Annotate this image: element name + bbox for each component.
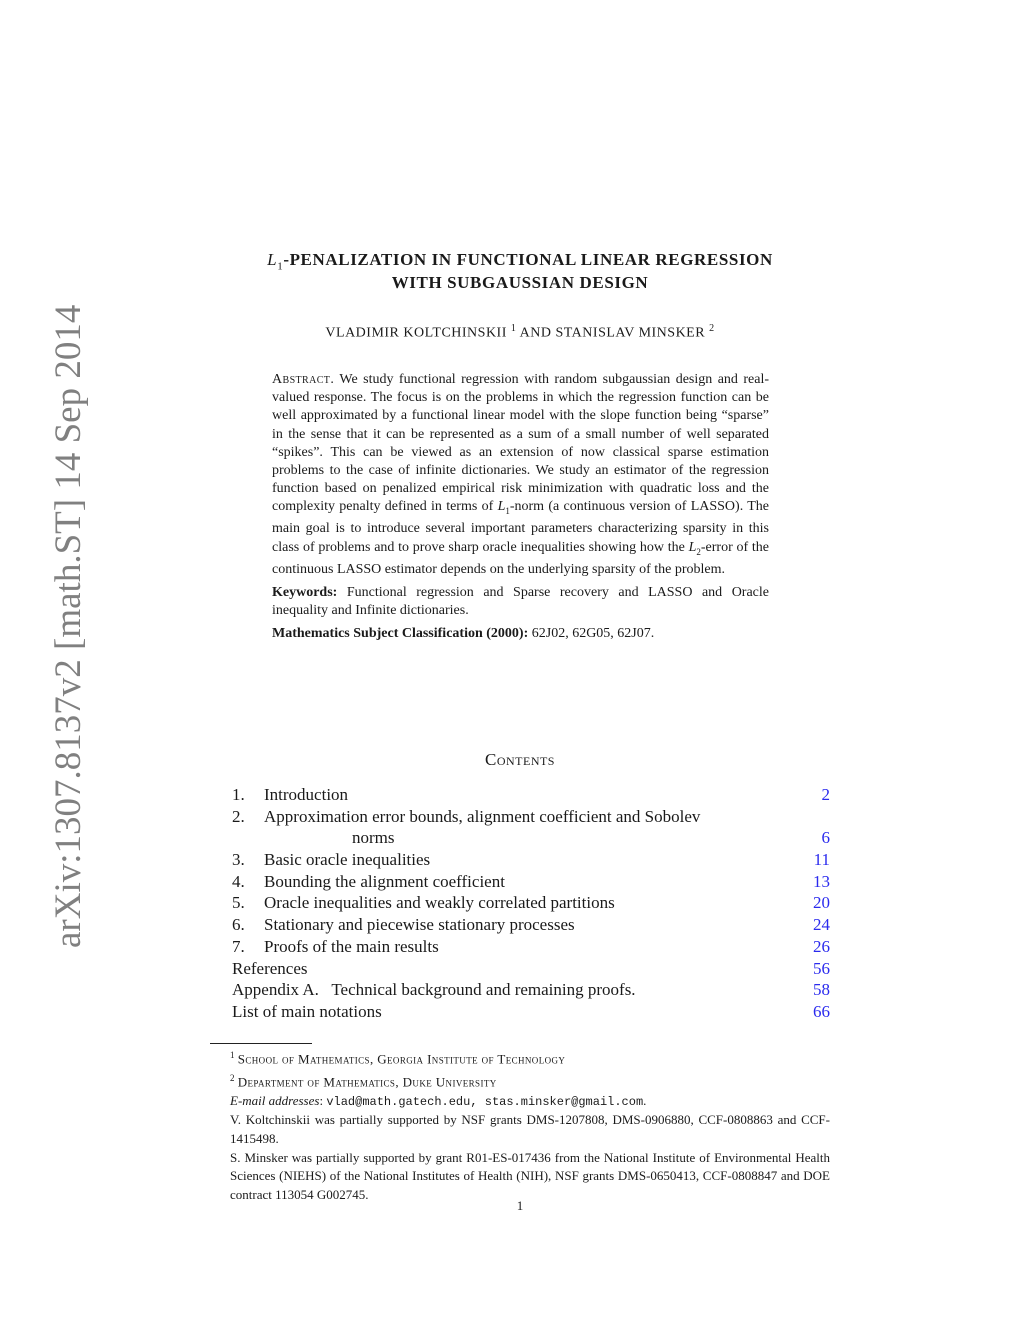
toc-page-link[interactable]: 24 xyxy=(813,915,830,935)
paper-title-line-2: WITH SUBGAUSSIAN DESIGN xyxy=(391,273,649,292)
page-number: 1 xyxy=(516,1198,524,1213)
toc-entry[interactable] xyxy=(232,849,830,871)
author-1: VLADIMIR KOLTCHINSKII xyxy=(325,325,507,341)
keywords-text: Functional regression and Sparse recovery and LASSO and Oracle inequality and Infinite dictionaries. xyxy=(272,584,769,619)
email-addresses[interactable]: vlad@math.gatech.edu, stas.minsker@gmail.com xyxy=(326,1094,644,1109)
abstract-math-l1-sub: 1 xyxy=(505,506,510,517)
grant-note-2: S. Minsker was partially supported by grant R01-ES-017436 from the National Institute of Environmental Health Sciences (NIEHS) of the National Institutes of Health (NIH), NSF grants DMS-0650413, CCF-0808847 and DOE contract 113054 G002745. xyxy=(230,1149,830,1202)
footnote-1-mark: 1 xyxy=(230,1050,235,1060)
toc-entry-continuation[interactable] xyxy=(232,827,830,849)
toc-entry[interactable] xyxy=(232,892,830,914)
author-and: AND xyxy=(519,325,552,341)
toc-number: 1. xyxy=(232,785,245,804)
abstract-text-1: We study functional regression with random subgaussian design and real-valued response. The focus is on the problems in which the regression function can be well approximated by a functional linear model with the slope function being “sparse” in the sense that it can be represented as a sum of a small number of well separated “spikes”. This can be viewed as an extension of now classical sparse estimation problems to the case of infinite dictionaries. We study an estimator of the regression function based on penalized empirical risk minimization with quadratic loss and the complexity penalty defined in terms of xyxy=(272,372,769,515)
toc-title: List of main notations xyxy=(232,1001,382,1021)
toc-number: 2. xyxy=(232,806,245,826)
toc-entry[interactable] xyxy=(232,1001,830,1023)
abstract-label: Abstract. xyxy=(272,372,335,387)
toc-number: 6. xyxy=(232,915,245,935)
toc-number: 7. xyxy=(232,936,245,956)
footnote-1-text: School of Mathematics, Georgia Institute of Technology xyxy=(237,1051,566,1067)
email-label: E-mail addresses xyxy=(230,1092,320,1108)
toc-title-continuation: norms xyxy=(352,828,395,848)
grant-note-1: V. Koltchinskii was partially supported by NSF grants DMS-1207808, DMS-0906880, CCF-0808863 and CCF-1415498. xyxy=(230,1112,830,1147)
toc-title: Appendix A. Technical background and remaining proofs. xyxy=(232,980,636,1000)
toc-entry[interactable] xyxy=(232,871,830,893)
toc-entry[interactable] xyxy=(232,936,830,958)
toc-title: Oracle inequalities and weakly correlated partitions xyxy=(264,893,615,913)
footnote-2-mark: 2 xyxy=(230,1072,235,1083)
toc-page-link[interactable]: 26 xyxy=(813,936,830,956)
title-math-subscript: 1 xyxy=(277,260,284,273)
footnote-2 xyxy=(210,1069,830,1092)
toc-title: Stationary and piecewise stationary processes xyxy=(264,915,575,935)
title-math-l: L xyxy=(267,250,278,269)
footnote-1 xyxy=(210,1046,830,1069)
abstract-text-2: -norm (a continuous version of LASSO). The main goal is to introduce several important parameters characterizing sparsity in this class of problems and to prove sharp oracle inequalities showing how the xyxy=(272,499,770,555)
toc-page-link[interactable]: 66 xyxy=(813,1001,830,1021)
toc-entry[interactable] xyxy=(232,784,830,806)
msc-text: 62J02, 62G05, 62J07. xyxy=(531,626,655,642)
footnote-rule xyxy=(210,1043,312,1044)
author-1-mark: 1 xyxy=(510,323,517,334)
toc-number: 3. xyxy=(232,850,245,870)
toc-title: Bounding the alignment coefficient xyxy=(264,871,505,891)
author-2: STANISLAV MINSKER xyxy=(555,325,706,341)
toc-entry[interactable] xyxy=(232,958,830,980)
toc-page-link[interactable]: 11 xyxy=(813,850,830,870)
toc-title: Introduction xyxy=(264,785,349,804)
toc-page-link[interactable]: 13 xyxy=(813,871,830,891)
footnote-2-text: Department of Mathematics, Duke University xyxy=(237,1074,497,1090)
title-text-1: -PENALIZATION IN FUNCTIONAL LINEAR REGRESSION xyxy=(283,250,773,269)
toc-title: References xyxy=(232,958,308,978)
toc-page-link[interactable]: 58 xyxy=(813,980,830,1000)
abstract-math-l2-sub: 2 xyxy=(696,546,701,557)
toc-page-link[interactable]: 20 xyxy=(813,893,830,913)
abstract-text-3: -error of the continuous LASSO estimator depends on the underlying sparsity of the problem. xyxy=(272,539,770,577)
toc-page-link[interactable]: 6 xyxy=(821,828,830,848)
toc-number: 5. xyxy=(232,893,245,913)
author-line xyxy=(200,323,840,342)
abstract-paragraph xyxy=(272,371,769,579)
toc-entry[interactable] xyxy=(232,979,830,1001)
contents-heading: Contents xyxy=(484,750,555,769)
footnotes-block xyxy=(210,1046,830,1204)
toc-number: 4. xyxy=(232,871,245,891)
abstract-math-l2: L xyxy=(688,539,697,555)
abstract-math-l1: L xyxy=(497,499,506,515)
author-2-mark: 2 xyxy=(709,323,715,334)
table-of-contents xyxy=(232,784,830,1023)
toc-entry[interactable] xyxy=(232,806,830,828)
abstract-block xyxy=(272,371,769,643)
msc-classification xyxy=(272,625,769,643)
toc-title: Basic oracle inequalities xyxy=(264,850,431,870)
toc-title: Proofs of the main results xyxy=(264,936,439,956)
msc-label: Mathematics Subject Classification (2000): xyxy=(272,626,529,642)
toc-page-link[interactable]: 56 xyxy=(813,958,830,978)
toc-page-link[interactable]: 2 xyxy=(821,785,830,804)
keywords-label: Keywords: xyxy=(272,584,338,600)
toc-title: Approximation error bounds, alignment coefficient and Sobolev xyxy=(264,806,701,826)
email-line: E-mail addresses: vlad@math.gatech.edu, stas.minsker@gmail.com. xyxy=(230,1092,647,1109)
keywords xyxy=(272,584,769,620)
toc-entry[interactable] xyxy=(232,914,830,936)
arxiv-identifier-stamp: arXiv:1307.8137v2 [math.ST] 14 Sep 2014 xyxy=(48,304,89,948)
